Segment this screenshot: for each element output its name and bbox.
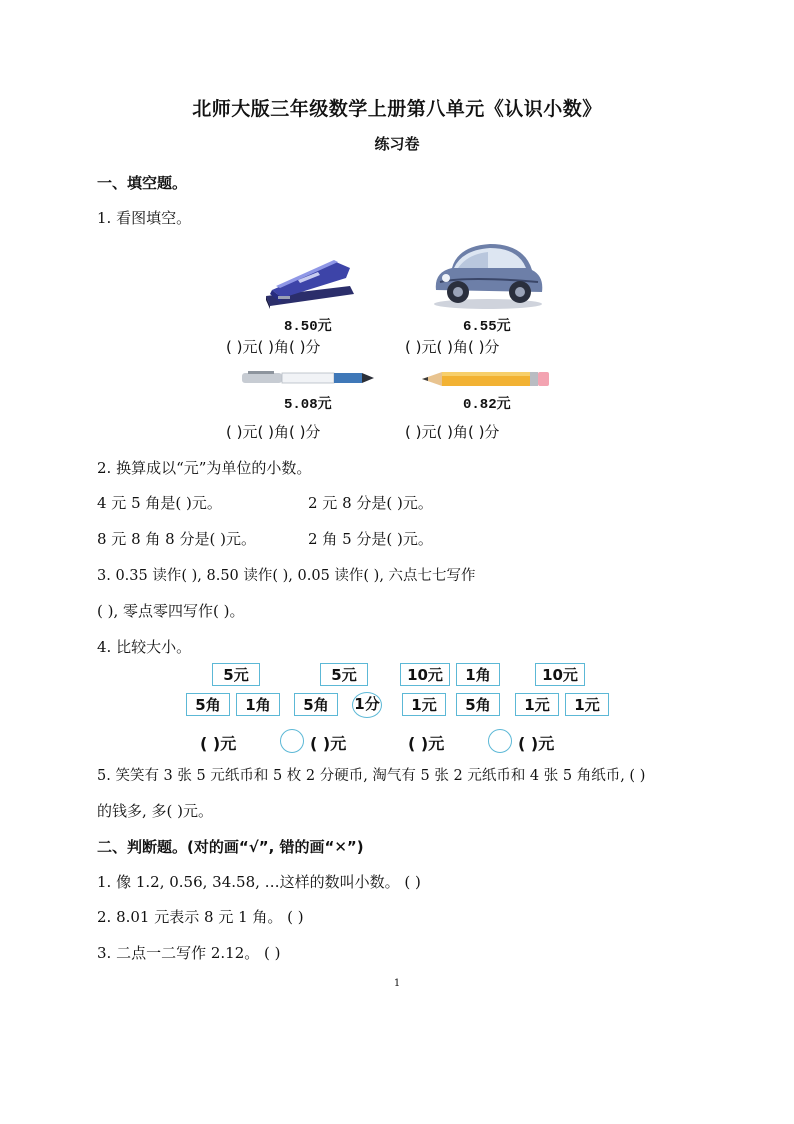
money-note: 5角 [294,693,338,716]
price-pen: 5.08元 [284,397,332,413]
question-5-line-1: 5. 笑笑有 3 张 5 元纸币和 5 枚 2 分硬币, 淘气有 5 张 2 元纸币和 4 张 5 角纸币, ( ) [97,768,646,784]
question-2-prompt: 2. 换算成以“元”为单位的小数。 [97,459,312,477]
section-heading-fill-in: 一、填空题。 [97,174,188,192]
stapler-icon [258,250,358,310]
section-heading-true-false: 二、判断题。(对的画“√”, 错的画“✕”) [97,838,364,856]
money-note: 1元 [515,693,559,716]
money-note: 10元 [400,663,450,686]
price-pencil: 0.82元 [463,397,511,413]
compare-blank-4: ( )元 [518,734,555,753]
question-1-prompt: 1. 看图填空。 [97,209,192,227]
money-note: 5元 [320,663,368,686]
blanks-pen: ( )元( )角( )分 [226,423,321,441]
money-note: 5角 [186,693,230,716]
pen-icon [238,368,378,388]
compare-circle-1 [280,729,304,753]
toy-car-icon [428,238,548,310]
question-4-prompt: 4. 比较大小。 [97,638,192,656]
price-stapler: 8.50元 [284,319,332,335]
money-note: 10元 [535,663,585,686]
compare-blank-3: ( )元 [408,734,445,753]
page-subtitle: 练习卷 [374,135,420,153]
money-note: 1元 [565,693,609,716]
page-number: 1 [393,978,401,989]
page-title: 北师大版三年级数学上册第八单元《认识小数》 [192,98,602,120]
true-false-item-1: 1. 像 1.2, 0.56, 34.58, …这样的数叫小数。 ( ) [97,873,421,891]
blanks-toy-car: ( )元( )角( )分 [405,338,500,356]
true-false-item-3: 3. 二点一二写作 2.12。 ( ) [97,944,281,962]
compare-blank-2: ( )元 [310,734,347,753]
question-5-line-2: 的钱多, 多( )元。 [97,802,214,820]
money-coin: 1分 [352,692,382,718]
question-2-row-1-a: 4 元 5 角是( )元。 [97,494,222,512]
question-2-row-2-b: 2 角 5 分是( )元。 [308,530,433,548]
pencil-icon [418,368,552,390]
money-note: 1元 [402,693,446,716]
question-3-line-1: 3. 0.35 读作( ), 8.50 读作( ), 0.05 读作( ), 六点七七写作 [97,568,476,584]
money-note: 1角 [236,693,280,716]
blanks-stapler: ( )元( )角( )分 [226,338,321,356]
question-3-line-2: ( ), 零点零四写作( )。 [97,602,245,620]
compare-circle-2 [488,729,512,753]
price-toy-car: 6.55元 [463,319,511,335]
money-note: 1角 [456,663,500,686]
money-note: 5角 [456,693,500,716]
question-2-row-2-a: 8 元 8 角 8 分是( )元。 [97,530,256,548]
money-note: 5元 [212,663,260,686]
blanks-pencil: ( )元( )角( )分 [405,423,500,441]
compare-blank-1: ( )元 [200,734,237,753]
true-false-item-2: 2. 8.01 元表示 8 元 1 角。 ( ) [97,908,304,926]
question-2-row-1-b: 2 元 8 分是( )元。 [308,494,433,512]
